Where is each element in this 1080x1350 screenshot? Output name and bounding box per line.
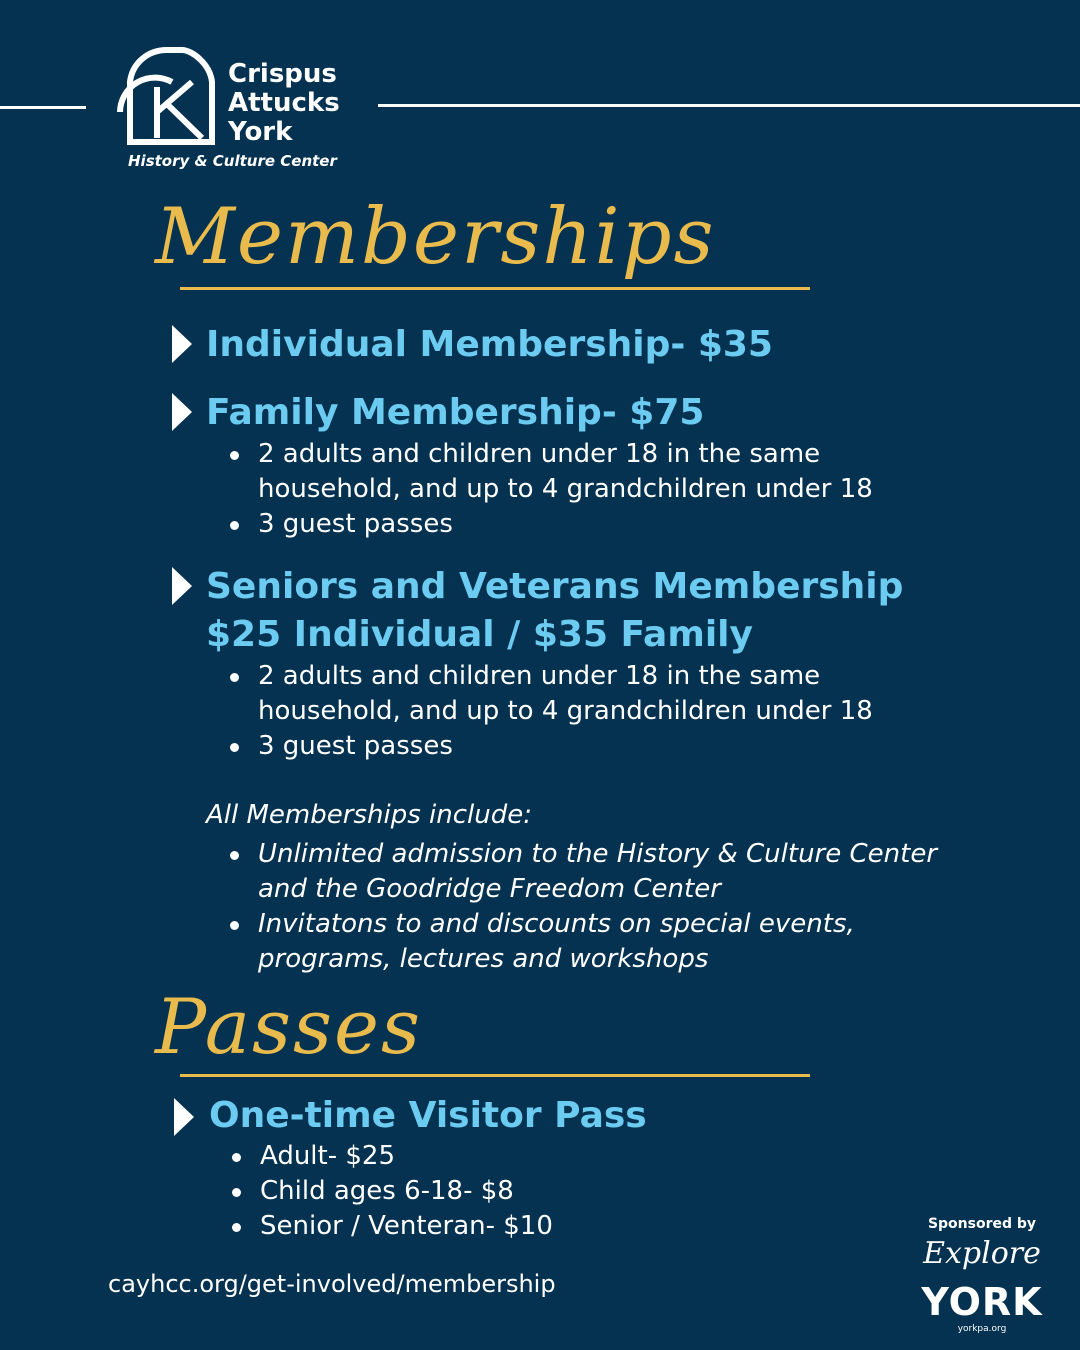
tier-seniors-list <box>230 659 970 764</box>
logo-mark-icon <box>112 42 222 152</box>
list-item: 2 adults and children under 18 in the same household, and up to 4 grandchildren under 18 <box>230 659 970 729</box>
list-item: Senior / Venteran- $10 <box>232 1209 832 1244</box>
list-item: Invitatons to and discounts on special events, programs, lectures and workshops <box>230 907 950 977</box>
list-item: 2 adults and children under 18 in the same household, and up to 4 grandchildren under 18 <box>230 437 970 507</box>
includes-heading: All Memberships include: <box>206 800 532 830</box>
triangle-bullet-icon <box>172 393 192 431</box>
header-rule-right <box>378 104 1080 107</box>
list-item: Child ages 6-18- $8 <box>232 1174 832 1209</box>
memberships-underline <box>180 287 810 290</box>
logo-name-line-2: Attucks <box>228 88 340 118</box>
sponsor-site: yorkpa.org <box>957 1324 1007 1334</box>
list-item: 3 guest passes <box>230 729 970 764</box>
passes-heading: Passes <box>155 982 423 1071</box>
header-rule-left <box>0 106 86 109</box>
list-item: Unlimited admission to the History & Culture Center and the Goodridge Freedom Center <box>230 837 950 907</box>
triangle-bullet-icon <box>172 325 192 363</box>
sponsor-logo-name: YORK <box>921 1280 1043 1324</box>
includes-list <box>230 837 950 977</box>
tier-family-list <box>230 437 970 542</box>
tier-seniors-title-line-2: $25 Individual / $35 Family <box>206 614 753 655</box>
list-item: 3 guest passes <box>230 507 970 542</box>
tier-individual-title: Individual Membership- $35 <box>206 324 773 365</box>
triangle-bullet-icon <box>174 1098 194 1136</box>
logo-name <box>228 60 340 147</box>
sponsor-logo-script: Explore <box>923 1236 1041 1271</box>
logo-tagline: History & Culture Center <box>128 152 337 170</box>
sponsored-by-label: Sponsored by <box>927 1216 1037 1232</box>
memberships-heading: Memberships <box>155 192 716 282</box>
membership-url-link[interactable]: cayhcc.org/get-involved/membership <box>108 1270 556 1298</box>
logo-name-line-1: Crispus <box>228 59 337 89</box>
tier-family-title: Family Membership- $75 <box>206 392 705 433</box>
visitor-pass-title: One-time Visitor Pass <box>209 1095 647 1136</box>
visitor-pass-list <box>232 1139 832 1244</box>
triangle-bullet-icon <box>172 567 192 605</box>
passes-underline <box>180 1074 810 1077</box>
list-item: Adult- $25 <box>232 1139 832 1174</box>
logo-name-line-3: York <box>228 117 293 147</box>
tier-seniors-title-line-1: Seniors and Veterans Membership <box>206 566 904 607</box>
